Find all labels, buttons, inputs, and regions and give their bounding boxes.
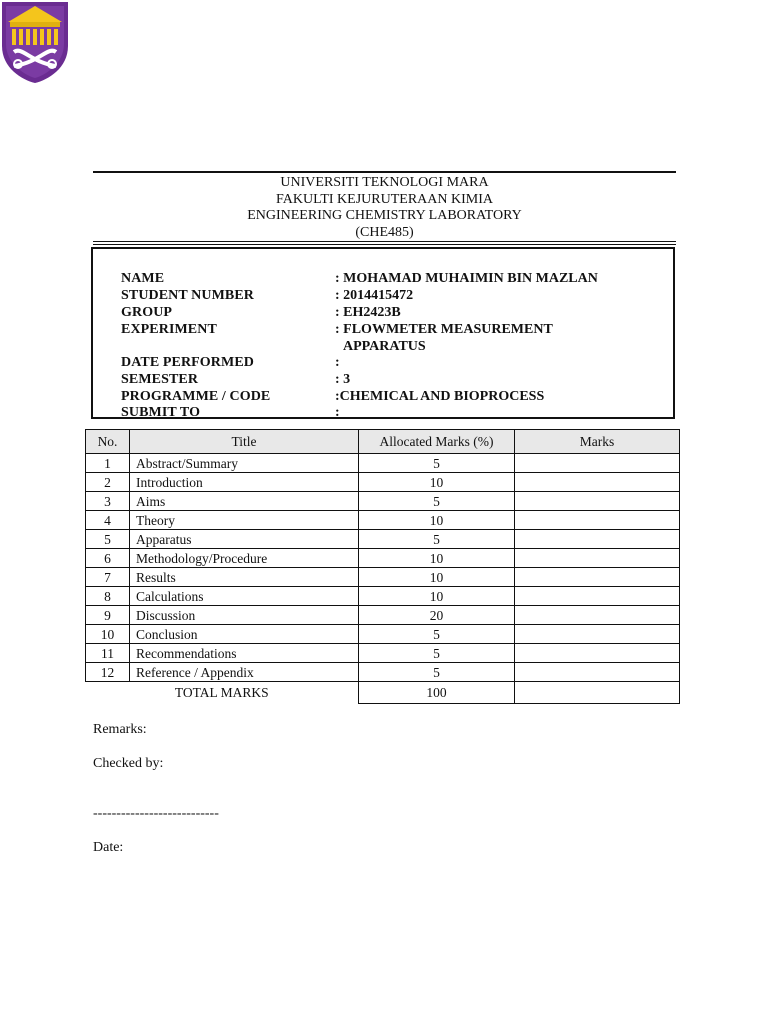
row-marks[interactable] <box>515 644 680 663</box>
row-allocated-marks: 5 <box>359 663 515 682</box>
submit-to-label: SUBMIT TO <box>121 405 201 419</box>
total-marks-cell[interactable] <box>515 682 680 704</box>
row-marks[interactable] <box>515 663 680 682</box>
column-header-title: Title <box>130 430 359 454</box>
row-number: 8 <box>86 587 130 606</box>
column-header-allocated: Allocated Marks (%) <box>359 430 515 454</box>
row-allocated-marks: 5 <box>359 492 515 511</box>
row-allocated-marks: 10 <box>359 587 515 606</box>
uitm-crest-icon <box>0 0 70 84</box>
table-row <box>86 511 680 530</box>
experiment-label: EXPERIMENT <box>121 322 217 337</box>
university-name: UNIVERSITI TEKNOLOGI MARA <box>280 175 489 190</box>
row-number: 7 <box>86 568 130 587</box>
student-number-label: STUDENT NUMBER <box>121 288 254 303</box>
student-info-box <box>91 247 675 419</box>
row-title: Recommendations <box>130 644 359 663</box>
row-number: 12 <box>86 663 130 682</box>
row-marks[interactable] <box>515 625 680 644</box>
marks-table <box>85 429 680 704</box>
total-label: TOTAL MARKS <box>86 682 359 704</box>
row-number: 6 <box>86 549 130 568</box>
row-number: 4 <box>86 511 130 530</box>
row-marks[interactable] <box>515 530 680 549</box>
table-row <box>86 454 680 473</box>
row-title: Theory <box>130 511 359 530</box>
row-title: Results <box>130 568 359 587</box>
row-marks[interactable] <box>515 454 680 473</box>
row-marks[interactable] <box>515 587 680 606</box>
row-title: Apparatus <box>130 530 359 549</box>
date-performed-label: DATE PERFORMED <box>121 355 254 370</box>
signature-line: --------------------------- <box>93 806 219 821</box>
student-number-value: : 2014415472 <box>335 288 414 303</box>
row-marks[interactable] <box>515 492 680 511</box>
top-divider <box>93 171 676 173</box>
row-allocated-marks: 5 <box>359 625 515 644</box>
row-allocated-marks: 5 <box>359 644 515 663</box>
table-row <box>86 492 680 511</box>
submit-to-value: : <box>335 405 340 419</box>
name-label: NAME <box>121 271 165 286</box>
row-title: Introduction <box>130 473 359 492</box>
row-allocated-marks: 5 <box>359 454 515 473</box>
row-marks[interactable] <box>515 549 680 568</box>
date-performed-value: : <box>335 355 340 370</box>
row-marks[interactable] <box>515 473 680 492</box>
table-row <box>86 587 680 606</box>
table-row <box>86 530 680 549</box>
row-allocated-marks: 10 <box>359 511 515 530</box>
header-divider-1 <box>93 241 676 242</box>
experiment-value-cont: APPARATUS <box>343 339 426 354</box>
table-row <box>86 568 680 587</box>
row-title: Conclusion <box>130 625 359 644</box>
row-number: 10 <box>86 625 130 644</box>
total-row <box>86 682 680 704</box>
row-title: Calculations <box>130 587 359 606</box>
semester-value: : 3 <box>335 372 351 387</box>
row-title: Discussion <box>130 606 359 625</box>
row-marks[interactable] <box>515 511 680 530</box>
row-number: 11 <box>86 644 130 663</box>
row-allocated-marks: 10 <box>359 549 515 568</box>
name-value: : MOHAMAD MUHAIMIN BIN MAZLAN <box>335 271 598 286</box>
experiment-value: : FLOWMETER MEASUREMENT <box>335 322 553 337</box>
group-value: : EH2423B <box>335 305 401 320</box>
remarks-label: Remarks: <box>93 722 147 737</box>
row-number: 1 <box>86 454 130 473</box>
row-allocated-marks: 10 <box>359 473 515 492</box>
table-row <box>86 473 680 492</box>
laboratory-name: ENGINEERING CHEMISTRY LABORATORY <box>247 208 522 223</box>
course-code: (CHE485) <box>355 225 414 240</box>
table-header-row <box>86 430 680 454</box>
row-title: Aims <box>130 492 359 511</box>
row-number: 2 <box>86 473 130 492</box>
table-row <box>86 625 680 644</box>
date-label: Date: <box>93 840 124 855</box>
row-marks[interactable] <box>515 568 680 587</box>
row-allocated-marks: 5 <box>359 530 515 549</box>
header-divider-2 <box>93 244 676 245</box>
semester-label: SEMESTER <box>121 372 199 387</box>
row-allocated-marks: 10 <box>359 568 515 587</box>
row-marks[interactable] <box>515 606 680 625</box>
table-row <box>86 644 680 663</box>
column-header-marks: Marks <box>515 430 680 454</box>
total-allocated: 100 <box>359 682 515 704</box>
programme-value: :CHEMICAL AND BIOPROCESS <box>335 389 545 404</box>
row-number: 3 <box>86 492 130 511</box>
row-allocated-marks: 20 <box>359 606 515 625</box>
row-title: Abstract/Summary <box>130 454 359 473</box>
table-row <box>86 549 680 568</box>
row-title: Reference / Appendix <box>130 663 359 682</box>
checked-by-label: Checked by: <box>93 756 164 771</box>
table-row <box>86 606 680 625</box>
faculty-name: FAKULTI KEJURUTERAAN KIMIA <box>276 192 493 207</box>
column-header-no: No. <box>86 430 130 454</box>
programme-label: PROGRAMME / CODE <box>121 389 271 404</box>
row-title: Methodology/Procedure <box>130 549 359 568</box>
group-label: GROUP <box>121 305 173 320</box>
row-number: 9 <box>86 606 130 625</box>
table-row <box>86 663 680 682</box>
row-number: 5 <box>86 530 130 549</box>
